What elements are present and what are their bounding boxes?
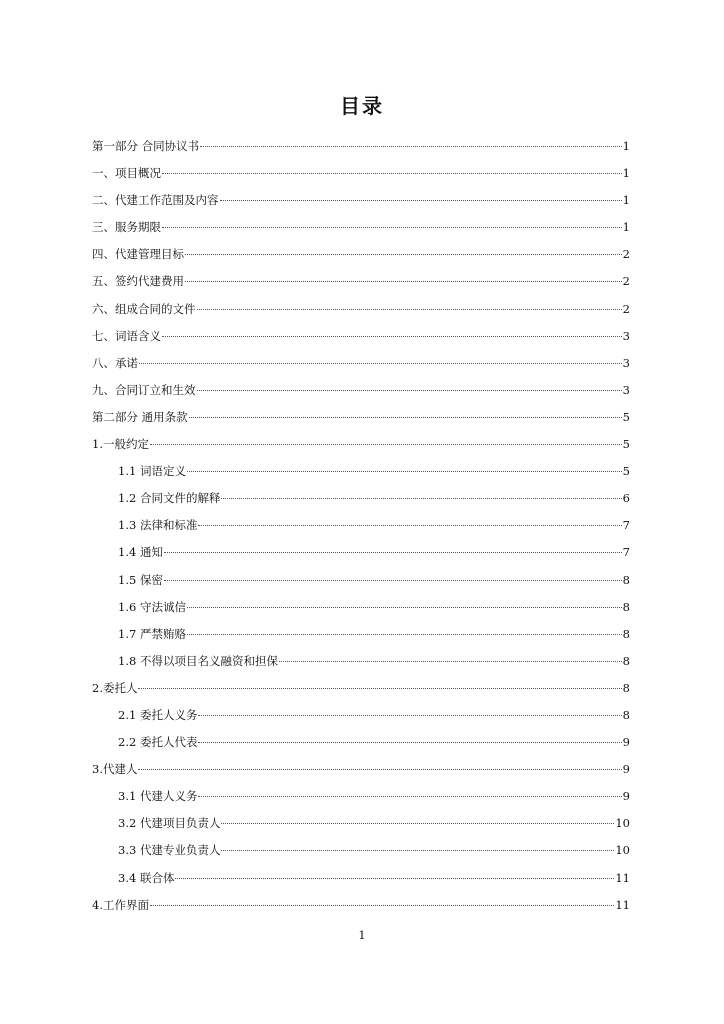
- toc-entry-page-number: 9: [622, 762, 630, 777]
- toc-entry[interactable]: [92, 865, 630, 892]
- toc-entry[interactable]: [92, 296, 630, 323]
- toc-entry-label: 2.委托人: [92, 680, 138, 695]
- toc-entry-label: 3.3 代建专业负责人: [118, 843, 221, 858]
- toc-entry-page-number: 10: [615, 816, 630, 831]
- toc-entry-label: 2.2 委托人代表: [118, 735, 198, 750]
- toc-dot-leader: [187, 607, 622, 608]
- toc-entry[interactable]: [92, 729, 630, 756]
- toc-entry[interactable]: [92, 512, 630, 539]
- toc-dot-leader: [187, 634, 622, 635]
- toc-dot-leader: [187, 471, 622, 472]
- toc-title: 目录: [340, 94, 384, 118]
- toc-entry[interactable]: [92, 241, 630, 268]
- toc-entry-label: 八、承诺: [92, 355, 138, 370]
- toc-dot-leader: [197, 309, 622, 310]
- toc-entry[interactable]: [92, 485, 630, 512]
- toc-entry-page-number: 2: [622, 247, 630, 262]
- toc-entry-page-number: 11: [615, 897, 630, 912]
- toc-entry-page-number: 8: [622, 680, 630, 695]
- toc-entry-label: 三、服务期限: [92, 220, 161, 235]
- toc-entry[interactable]: [92, 702, 630, 729]
- toc-entry-label: 1.7 严禁贿赂: [118, 626, 186, 641]
- toc-entry[interactable]: [92, 133, 630, 160]
- toc-entry[interactable]: [92, 377, 630, 404]
- toc-entry[interactable]: [92, 621, 630, 648]
- toc-entry-label: 1.1 词语定义: [118, 464, 186, 479]
- toc-dot-leader: [198, 525, 621, 526]
- toc-entry-page-number: 3: [622, 382, 630, 397]
- toc-dot-leader: [138, 769, 621, 770]
- toc-entry[interactable]: [92, 268, 630, 295]
- toc-entry-label: 二、代建工作范围及内容: [92, 193, 219, 208]
- toc-entry-label: 九、合同订立和生效: [92, 382, 196, 397]
- toc-entry-page-number: 8: [622, 599, 630, 614]
- toc-entry-page-number: 5: [622, 464, 630, 479]
- toc-entry-label: 七、词语含义: [92, 328, 161, 343]
- footer-page-number: 1: [358, 929, 366, 942]
- toc-entry-page-number: 11: [615, 870, 630, 885]
- toc-entry-page-number: 1: [622, 220, 630, 235]
- toc-entry-page-number: 10: [615, 843, 630, 858]
- toc-entry[interactable]: [92, 187, 630, 214]
- toc-dot-leader: [175, 878, 614, 879]
- toc-entry-page-number: 8: [622, 707, 630, 722]
- toc-entry-label: 1.一般约定: [92, 437, 149, 452]
- toc-entry-page-number: 9: [622, 789, 630, 804]
- toc-dot-leader: [164, 580, 622, 581]
- toc-entry-page-number: 1: [622, 193, 630, 208]
- toc-entry[interactable]: [92, 837, 630, 864]
- toc-entry-label: 五、签约代建费用: [92, 274, 184, 289]
- toc-dot-leader: [150, 444, 622, 445]
- toc-entry-page-number: 2: [622, 274, 630, 289]
- toc-dot-leader: [138, 688, 621, 689]
- toc-entry-page-number: 5: [622, 437, 630, 452]
- toc-dot-leader: [185, 281, 622, 282]
- toc-entry-page-number: 1: [622, 166, 630, 181]
- toc-list: [92, 133, 630, 919]
- toc-dot-leader: [162, 173, 622, 174]
- toc-entry-label: 1.4 通知: [118, 545, 163, 560]
- toc-entry-label: 1.6 守法诚信: [118, 599, 186, 614]
- toc-entry[interactable]: [92, 323, 630, 350]
- toc-entry-label: 第二部分 通用条款: [92, 409, 188, 424]
- toc-entry-label: 3.1 代建人义务: [118, 789, 198, 804]
- toc-entry-label: 3.代建人: [92, 762, 138, 777]
- toc-dot-leader: [198, 796, 621, 797]
- toc-entry-page-number: 8: [622, 572, 630, 587]
- toc-entry[interactable]: [92, 431, 630, 458]
- toc-entry-page-number: 8: [622, 653, 630, 668]
- toc-entry[interactable]: [92, 160, 630, 187]
- toc-entry-page-number: 8: [622, 626, 630, 641]
- toc-entry-label: 4.工作界面: [92, 897, 149, 912]
- toc-entry[interactable]: [92, 214, 630, 241]
- toc-dot-leader: [162, 336, 622, 337]
- toc-entry-page-number: 6: [622, 491, 630, 506]
- toc-entry-label: 1.8 不得以项目名义融资和担保: [118, 653, 278, 668]
- toc-entry-label: 1.2 合同文件的解释: [118, 491, 221, 506]
- toc-entry[interactable]: [92, 810, 630, 837]
- toc-dot-leader: [279, 661, 622, 662]
- toc-dot-leader: [164, 552, 622, 553]
- toc-entry-label: 3.2 代建项目负责人: [118, 816, 221, 831]
- toc-dot-leader: [198, 715, 621, 716]
- toc-entry[interactable]: [92, 892, 630, 919]
- toc-entry[interactable]: [92, 756, 630, 783]
- toc-dot-leader: [220, 200, 622, 201]
- toc-entry-page-number: 7: [622, 545, 630, 560]
- toc-dot-leader: [221, 498, 621, 499]
- toc-entry-label: 一、项目概况: [92, 166, 161, 181]
- toc-dot-leader: [162, 227, 622, 228]
- toc-dot-leader: [150, 905, 614, 906]
- toc-entry[interactable]: [92, 350, 630, 377]
- toc-entry-page-number: 9: [622, 735, 630, 750]
- toc-entry[interactable]: [92, 783, 630, 810]
- toc-dot-leader: [189, 417, 622, 418]
- toc-entry-page-number: 3: [622, 328, 630, 343]
- toc-dot-leader: [200, 146, 622, 147]
- toc-entry[interactable]: [92, 404, 630, 431]
- toc-entry-label: 2.1 委托人义务: [118, 707, 198, 722]
- toc-entry-label: 六、组成合同的文件: [92, 301, 196, 316]
- toc-entry[interactable]: [92, 458, 630, 485]
- toc-dot-leader: [185, 254, 622, 255]
- toc-dot-leader: [139, 363, 622, 364]
- toc-entry-label: 3.4 联合体: [118, 870, 175, 885]
- toc-entry-page-number: 7: [622, 518, 630, 533]
- toc-entry-label: 第一部分 合同协议书: [92, 139, 200, 153]
- toc-entry[interactable]: [92, 648, 630, 675]
- toc-dot-leader: [221, 823, 614, 824]
- toc-entry-page-number: 2: [622, 301, 630, 316]
- toc-entry-page-number: 3: [622, 355, 630, 370]
- toc-dot-leader: [197, 390, 622, 391]
- toc-dot-leader: [198, 742, 621, 743]
- toc-entry-label: 1.3 法律和标准: [118, 518, 198, 533]
- toc-entry-label: 1.5 保密: [118, 572, 163, 587]
- toc-dot-leader: [221, 850, 614, 851]
- toc-entry-label: 四、代建管理目标: [92, 247, 184, 262]
- toc-entry[interactable]: [92, 594, 630, 621]
- toc-entry-page-number: 5: [622, 409, 630, 424]
- toc-entry-page-number: 1: [622, 139, 630, 153]
- toc-entry[interactable]: [92, 539, 630, 566]
- toc-entry[interactable]: [92, 675, 630, 702]
- toc-entry[interactable]: [92, 567, 630, 594]
